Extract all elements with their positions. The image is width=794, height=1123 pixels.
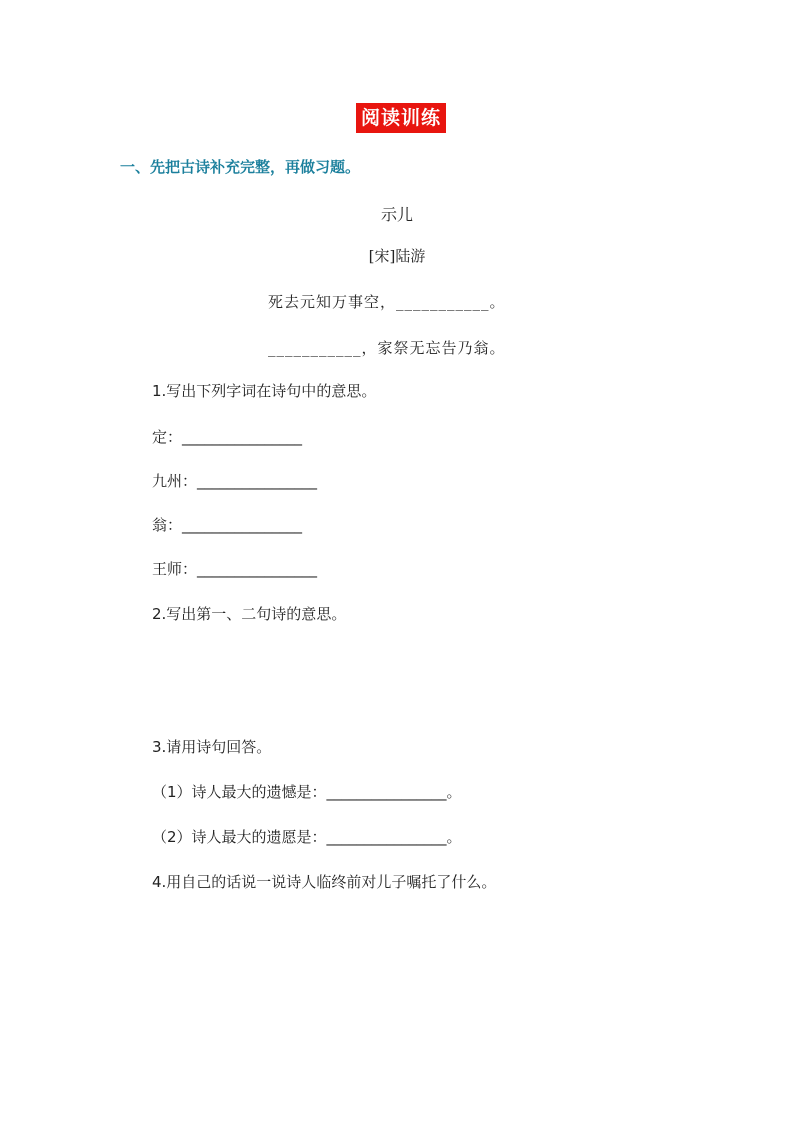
question-3-part-2: （2）诗人最大的遗愿是：________________。 bbox=[152, 828, 462, 846]
poem-author: [宋]陆游 bbox=[368, 247, 426, 265]
answer-line-jiuzhou: 九州：________________ bbox=[152, 472, 318, 490]
question-3-part-1: （1）诗人最大的遗憾是：________________。 bbox=[152, 783, 462, 801]
question-4-prompt: 4.用自己的话说一说诗人临终前对儿子嘱托了什么。 bbox=[152, 873, 497, 891]
answer-line-ding: 定：________________ bbox=[152, 428, 303, 446]
answer-line-weng: 翁：________________ bbox=[152, 516, 303, 534]
section-heading: 一、先把古诗补充完整，再做习题。 bbox=[120, 158, 361, 176]
answer-line-wangshi: 王师：________________ bbox=[152, 560, 318, 578]
question-1-prompt: 1.写出下列字词在诗句中的意思。 bbox=[152, 382, 377, 400]
poem-line-1: 死去元知万事空，___________。 bbox=[268, 293, 506, 311]
question-2-prompt: 2.写出第一、二句诗的意思。 bbox=[152, 605, 347, 623]
poem-title: 示儿 bbox=[380, 205, 413, 224]
poem-line-2: ___________，家祭无忘告乃翁。 bbox=[268, 339, 506, 357]
question-3-prompt: 3.请用诗句回答。 bbox=[152, 738, 272, 756]
page-title: 阅读训练 bbox=[356, 103, 446, 133]
